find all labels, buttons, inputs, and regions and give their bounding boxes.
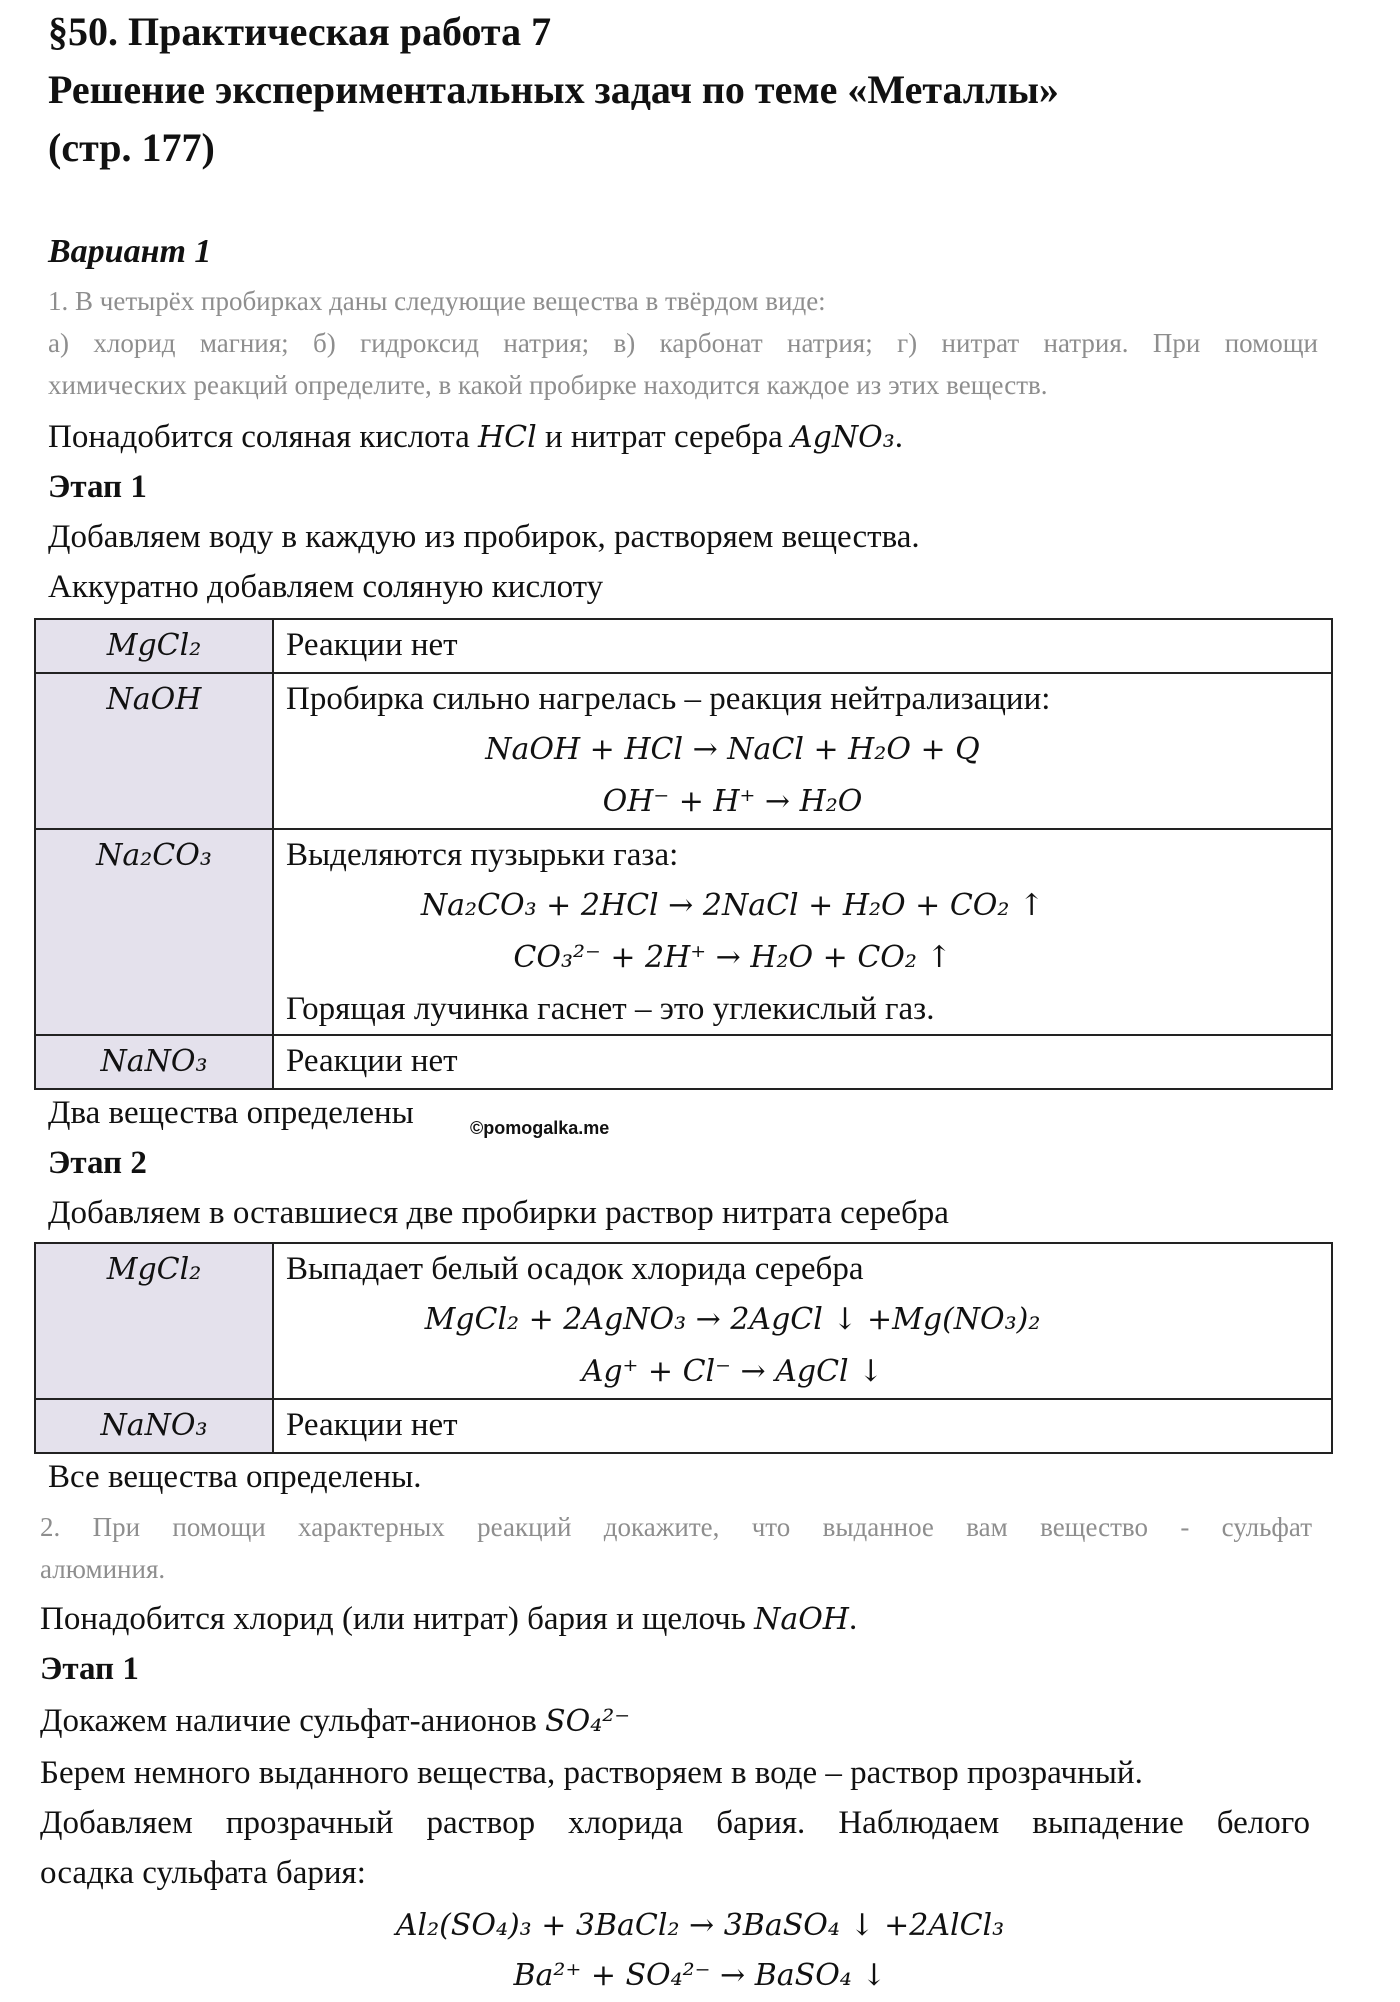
observation-cell: Реакции нет (286, 1407, 458, 1443)
formula-agno3: AgNO₃ (791, 420, 895, 455)
table-row (35, 1243, 1332, 1399)
text: . (894, 419, 903, 455)
observation-note: Горящая лучинка гаснет – это углекислый газ. (286, 991, 935, 1027)
observation-cell: Реакции нет (286, 627, 458, 663)
task1-line: а) хлорид магния; б) гидроксид натрия; в) карбонат натрия; г) нитрат натрия. При помощи (48, 328, 1318, 358)
substance-cell: NaNO₃ (100, 1408, 208, 1443)
ionic-equation: Ba²⁺ + SO₄²⁻ → BaSO₄ ↓ (513, 1958, 887, 1993)
stage-result: Два вещества определены (48, 1095, 414, 1131)
stage-text (40, 1696, 630, 1747)
reagents-line (48, 412, 903, 463)
watermark: ©pomogalka.me (470, 1118, 610, 1138)
stage-text: Аккуратно добавляем соляную кислоту (48, 569, 604, 605)
results-table-stage1 (34, 618, 1333, 1090)
text: Понадобится хлорид (или нитрат) бария и щелочь (40, 1601, 755, 1637)
table-row (35, 1399, 1332, 1453)
observation-cell: Выпадает белый осадок хлорида серебра (286, 1251, 864, 1287)
stage-heading: Этап 1 (40, 1651, 139, 1687)
stage-text: осадка сульфата бария: (40, 1855, 366, 1891)
page-title: §50. Практическая работа 7 (48, 9, 552, 54)
stage-text: Добавляем воду в каждую из пробирок, растворяем вещества. (48, 519, 920, 555)
task2-line: 2. При помощи характерных реакций докажите, что выданное вам вещество - сульфат (40, 1512, 1312, 1542)
ionic-equation: OH⁻ + H⁺ → H₂O (602, 784, 863, 819)
substance-cell: MgCl₂ (106, 628, 202, 663)
stage-heading: Этап 1 (48, 469, 147, 505)
substance-cell: Na₂CO₃ (96, 838, 212, 873)
task2-line: алюминия. (40, 1554, 166, 1584)
stage-heading: Этап 2 (48, 1145, 147, 1181)
formula-hcl: HCl (477, 420, 537, 455)
stage-text: Берем немного выданного вещества, растворяем в воде – раствор прозрачный. (40, 1755, 1143, 1791)
page-reference: (стр. 177) (48, 125, 215, 170)
equation: MgCl₂ + 2AgNO₃ → 2AgCl ↓ +Mg(NO₃)₂ (424, 1302, 1041, 1337)
results-table-stage2 (34, 1242, 1333, 1454)
ionic-equation: Ag⁺ + Cl⁻ → AgCl ↓ (581, 1354, 884, 1389)
table-row (35, 1035, 1332, 1089)
equation: Na₂CO₃ + 2HCl → 2NaCl + H₂O + CO₂ ↑ (420, 888, 1045, 923)
substance-cell: NaNO₃ (100, 1044, 208, 1079)
substance-cell: MgCl₂ (106, 1252, 202, 1287)
observation-cell: Реакции нет (286, 1043, 458, 1079)
substance-cell: NaOH (106, 682, 202, 717)
task1-line: 1. В четырёх пробирках даны следующие вещества в твёрдом виде: (48, 286, 826, 316)
table-row (35, 829, 1332, 1035)
formula-sulfate: SO₄²⁻ (545, 1704, 631, 1739)
reagents-line (40, 1594, 857, 1645)
equation: Al₂(SO₄)₃ + 3BaCl₂ → 3BaSO₄ ↓ +2AlCl₃ (395, 1908, 1005, 1943)
table-row (35, 673, 1332, 829)
stage-result: Все вещества определены. (48, 1459, 422, 1495)
task1-line: химических реакций определите, в какой пробирке находится каждое из этих веществ. (48, 370, 1048, 400)
text: и нитрат серебра (536, 419, 791, 455)
stage-text: Добавляем в оставшиеся две пробирки раствор нитрата серебра (48, 1195, 949, 1231)
text: . (848, 1601, 858, 1637)
stage-text: Добавляем прозрачный раствор хлорида бария. Наблюдаем выпадение белого (40, 1805, 1310, 1841)
observation-cell: Пробирка сильно нагрелась – реакция нейтрализации: (286, 681, 1051, 717)
text: Докажем наличие сульфат-анионов (40, 1703, 546, 1739)
text: Понадобится соляная кислота (48, 419, 478, 455)
equation: NaOH + HCl → NaCl + H₂O + Q (485, 732, 980, 767)
observation-cell: Выделяются пузырьки газа: (286, 837, 679, 873)
formula-naoh: NaOH (754, 1602, 849, 1637)
variant-heading: Вариант 1 (48, 233, 212, 270)
page-subtitle: Решение экспериментальных задач по теме «Металлы» (48, 67, 1059, 112)
table-row (35, 619, 1332, 673)
ionic-equation: CO₃²⁻ + 2H⁺ → H₂O + CO₂ ↑ (513, 940, 952, 975)
